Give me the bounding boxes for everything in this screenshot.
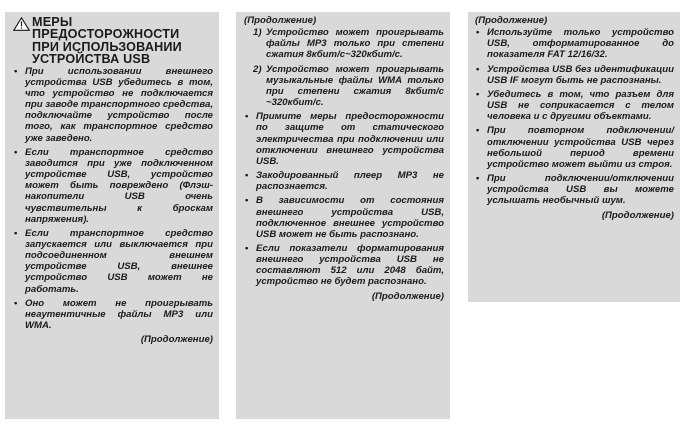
section-title-text: [32, 16, 182, 66]
bullet-item: • При повторном подключении/отключении устройства USB через небольшой период времени устройство может выйти из строя.: [475, 125, 674, 170]
title-line: МЕРЫ: [32, 15, 73, 29]
column-3: [468, 12, 680, 302]
bullet-list: [13, 66, 213, 332]
item-number: 1): [253, 27, 262, 39]
numbered-item: [244, 27, 444, 60]
bullet-item: • В зависимости от состояния внешнего устройства USB, подключенное внешнее устройство USB может не быть распознано.: [244, 195, 444, 240]
bullet-list: [244, 111, 444, 287]
column-2: [236, 12, 450, 419]
bullet-list: [475, 27, 674, 206]
title-line: ПРЕДОСТОРОЖНОСТИ: [32, 27, 180, 42]
numbered-list: [244, 27, 444, 108]
bullet-item: • Если показатели форматирования внешнего устройства USB не составляют 512 или 2048 байт, устройство не будет распознано.: [244, 243, 444, 288]
bullet-item: • Если транспортное средство заводится при уже подключенном устройстве USB, устройство может быть повреждено (Флэш-накопители USB очень чувствительны к броскам напряжения).: [13, 147, 213, 225]
title-line: ПРИ ИСПОЛЬЗОВАНИИ: [32, 39, 182, 54]
continued-label: (Продолжение): [140, 334, 213, 346]
continued-header: (Продолжение): [244, 15, 317, 26]
bullet-item: • Убедитесь в том, что разъем для USB не соприкасается с телом человека и с другими объектами.: [475, 89, 674, 122]
bullet-item: • Закодированный плеер MP3 не распознается.: [244, 170, 444, 192]
warning-triangle-icon: [13, 17, 30, 31]
bullet-item: • Примите меры предосторожности по защите от статического электричества при подключении или отключении внешнего устройства USB.: [244, 111, 444, 167]
title-line: УСТРОЙСТВА USB: [32, 52, 151, 67]
bullet-item: • При использовании внешнего устройства USB убедитесь в том, что устройство не подключается при заводе транспортного средства, подключайте устройство после того, как транспортное средство уже заведено.: [13, 66, 213, 144]
column-1: [5, 12, 219, 419]
item-number: 2): [253, 63, 262, 75]
item-text: Устройство может проигрывать музыкальные файлы WMA только при степени сжатия 8кбит/с ~320кбит/с.: [266, 63, 444, 109]
bullet-item: • Если транспортное средство запускается или выключается при подсоединенном внешнем устройстве USB, внешнее устройство USB может не работать.: [13, 228, 213, 295]
continued-label: (Продолжение): [371, 290, 444, 302]
item-text: Устройство может проигрывать файлы MP3 только при степени сжатия 8кбит/с~320кбит/с.: [266, 27, 444, 61]
bullet-item: • Устройства USB без идентификации USB IF могут быть не распознаны.: [475, 64, 674, 86]
bullet-item: • Оно может не проигрывать неаутентичные файлы MP3 или WMA.: [13, 298, 213, 331]
continued-label: (Продолжение): [601, 209, 674, 221]
bullet-item: • При подключении/отключении устройства USB вы можете услышать необычный шум.: [475, 173, 674, 206]
bullet-item: • Используйте только устройство USB, отформатированное до показателя FAT 12/16/32.: [475, 27, 674, 60]
continued-header: (Продолжение): [475, 15, 548, 26]
numbered-item: [244, 64, 444, 109]
section-title: [13, 16, 213, 66]
